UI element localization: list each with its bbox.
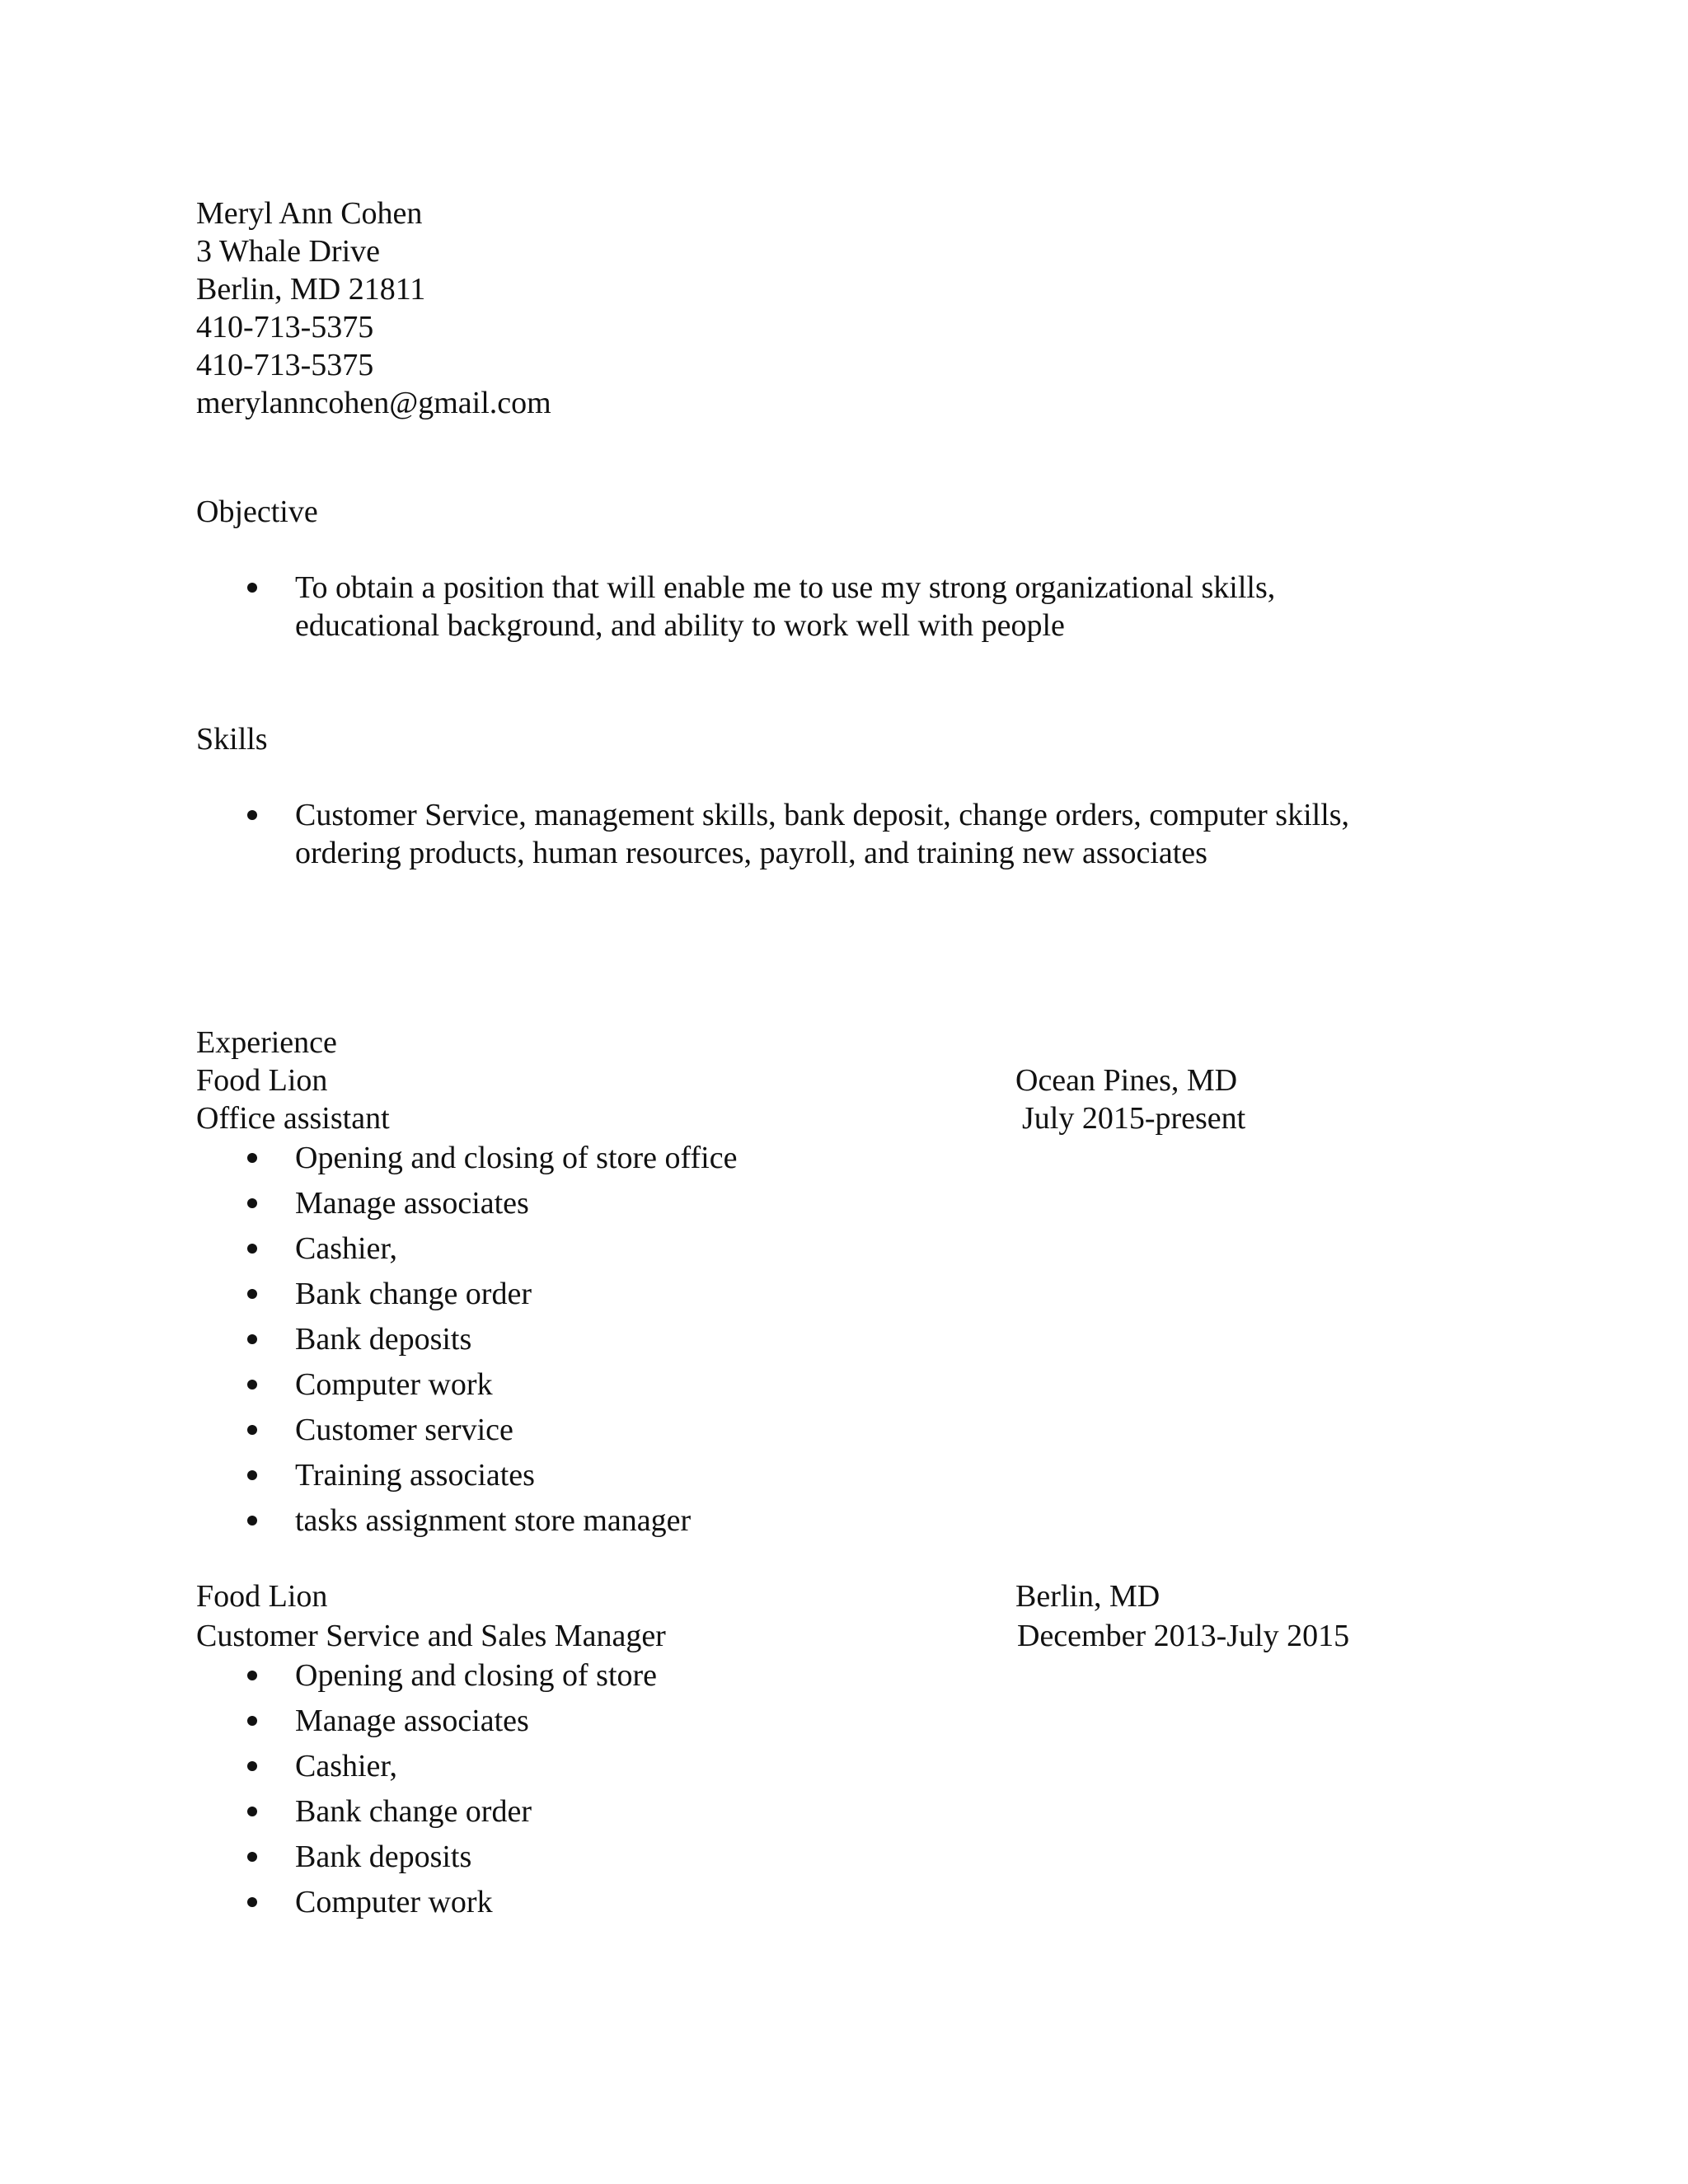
- bullet-icon: [247, 1716, 257, 1726]
- bullet-icon: [247, 1807, 257, 1816]
- bullet-icon: [247, 1671, 257, 1680]
- list-item: [247, 1793, 657, 1838]
- bullet-icon: [247, 1470, 257, 1480]
- list-item: [247, 1275, 737, 1320]
- list-item: [247, 1230, 737, 1275]
- list-item: [247, 1657, 657, 1702]
- bullet-icon: [247, 1153, 257, 1163]
- job-dates: July 2015-present: [1022, 1101, 1246, 1136]
- list-item: [247, 1366, 737, 1411]
- contact-city: Berlin, MD 21811: [196, 272, 426, 307]
- contact-street: 3 Whale Drive: [196, 234, 380, 269]
- list-item: [247, 1456, 737, 1502]
- list-item: [247, 1320, 737, 1366]
- objective-bullet: [247, 569, 1275, 644]
- duty-text: Computer work: [295, 1885, 493, 1919]
- contact-name: Meryl Ann Cohen: [196, 196, 423, 231]
- skills-heading: Skills: [196, 722, 268, 757]
- experience-heading: Experience: [196, 1025, 337, 1060]
- bullet-icon: [247, 1198, 257, 1208]
- objective-line-1: To obtain a position that will enable me to use my strong organizational skills,: [295, 570, 1276, 605]
- list-item: [247, 1702, 657, 1747]
- job-duties-list: [247, 1139, 737, 1547]
- job-title: Customer Service and Sales Manager: [196, 1619, 666, 1653]
- list-item: [247, 1184, 737, 1230]
- duty-text: Bank deposits: [295, 1322, 472, 1357]
- job-location: Berlin, MD: [1015, 1579, 1160, 1614]
- duty-text: Cashier,: [295, 1749, 398, 1783]
- bullet-icon: [247, 1852, 257, 1862]
- objective-heading: Objective: [196, 494, 318, 529]
- skills-line-1: Customer Service, management skills, bank deposit, change orders, computer skills,: [295, 798, 1350, 832]
- bullet-icon: [247, 1380, 257, 1390]
- job-dates: December 2013-July 2015: [1017, 1619, 1350, 1653]
- contact-email: merylanncohen@gmail.com: [196, 386, 551, 420]
- duty-text: Manage associates: [295, 1186, 529, 1221]
- skills-bullet: [247, 796, 1349, 872]
- list-item: [247, 1139, 737, 1184]
- duty-text: tasks assignment store manager: [295, 1503, 692, 1538]
- bullet-icon: [247, 810, 257, 820]
- duty-text: Cashier,: [295, 1231, 398, 1266]
- duty-text: Opening and closing of store: [295, 1658, 658, 1693]
- bullet-icon: [247, 1289, 257, 1299]
- duty-text: Customer service: [295, 1413, 513, 1447]
- job-company: Food Lion: [196, 1063, 328, 1098]
- bullet-icon: [247, 1244, 257, 1254]
- contact-phone-2: 410-713-5375: [196, 348, 374, 382]
- job-duties-list: [247, 1657, 657, 1929]
- bullet-icon: [247, 1334, 257, 1344]
- bullet-icon: [247, 583, 257, 593]
- job-location: Ocean Pines, MD: [1015, 1063, 1238, 1098]
- list-item: [247, 1838, 657, 1883]
- contact-phone-1: 410-713-5375: [196, 310, 374, 344]
- duty-text: Bank change order: [295, 1277, 532, 1311]
- duty-text: Computer work: [295, 1367, 493, 1402]
- duty-text: Bank change order: [295, 1794, 532, 1829]
- list-item: [247, 1883, 657, 1929]
- job-title: Office assistant: [196, 1101, 390, 1136]
- bullet-icon: [247, 1516, 257, 1526]
- list-item: [247, 1747, 657, 1793]
- bullet-icon: [247, 1761, 257, 1771]
- bullet-icon: [247, 1425, 257, 1435]
- duty-text: Opening and closing of store office: [295, 1141, 738, 1175]
- skills-line-2: ordering products, human resources, payroll, and training new associates: [295, 836, 1207, 870]
- objective-line-2: educational background, and ability to work well with people: [295, 608, 1065, 643]
- duty-text: Training associates: [295, 1458, 535, 1493]
- list-item: [247, 1502, 737, 1547]
- job-company: Food Lion: [196, 1579, 328, 1614]
- bullet-icon: [247, 1897, 257, 1907]
- duty-text: Bank deposits: [295, 1840, 472, 1874]
- list-item: [247, 1411, 737, 1456]
- duty-text: Manage associates: [295, 1704, 529, 1738]
